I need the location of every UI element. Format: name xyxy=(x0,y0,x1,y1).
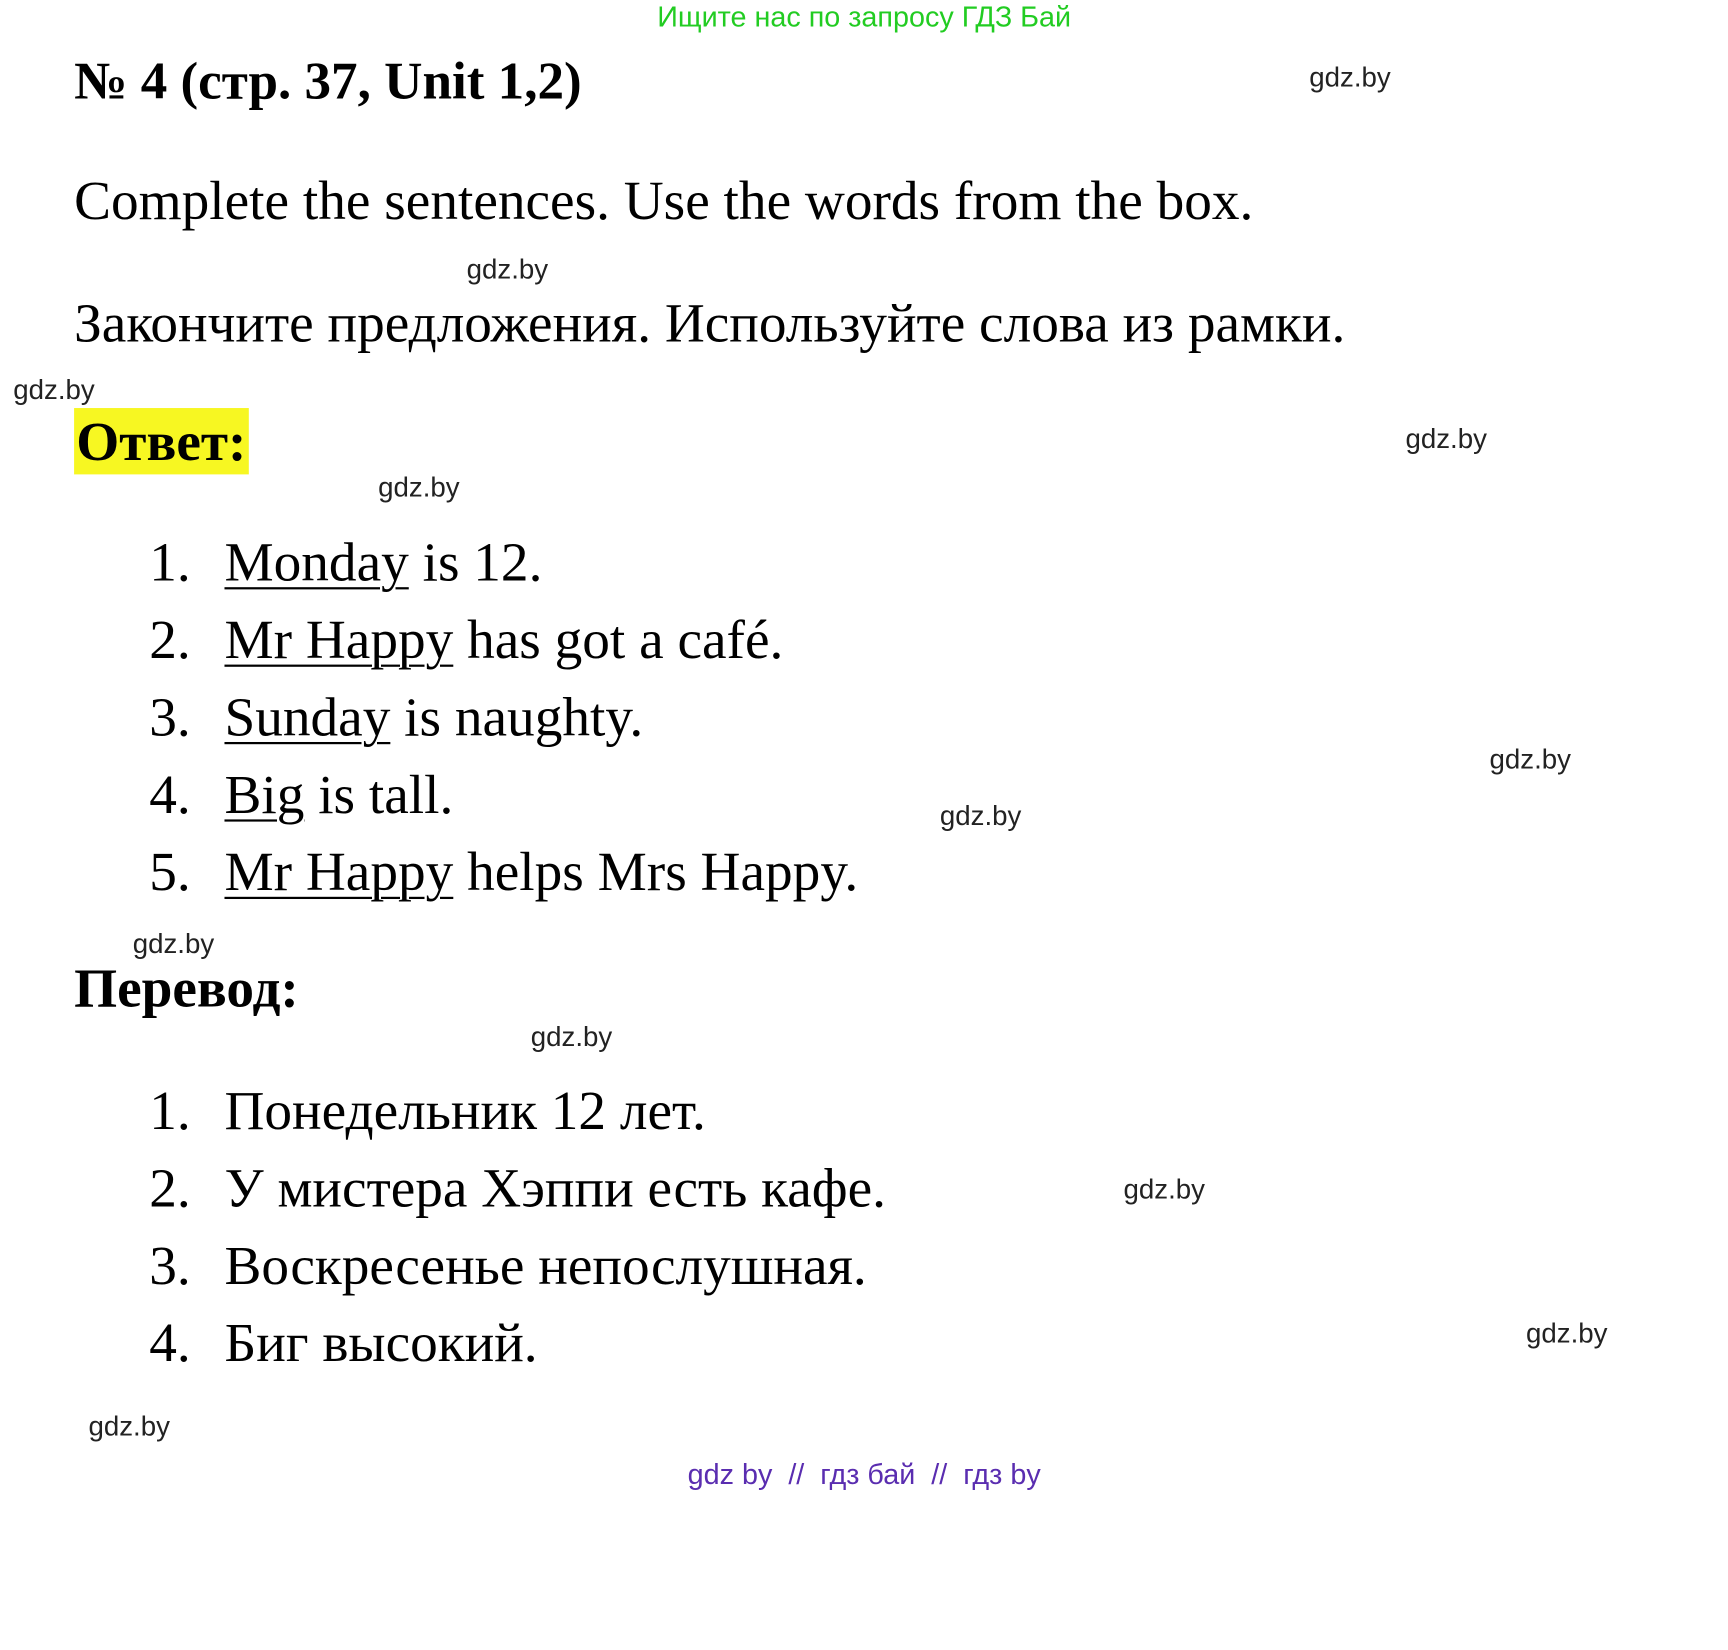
watermark: gdz.by xyxy=(13,374,95,406)
watermark: gdz.by xyxy=(1309,61,1391,93)
watermark: gdz.by xyxy=(1489,744,1571,776)
item-text xyxy=(224,607,783,671)
watermark: gdz.by xyxy=(1526,1318,1608,1350)
underlined-word: Mr Happy xyxy=(224,608,454,671)
item-text xyxy=(224,530,542,594)
translation-label: Перевод: xyxy=(74,956,299,1019)
watermark: gdz.by xyxy=(1123,1174,1205,1206)
sentence-rest: helps Mrs Happy. xyxy=(453,840,859,903)
item-text: Воскресенье непослушная. xyxy=(224,1234,867,1296)
answer-label: Ответ: xyxy=(74,408,249,474)
sentence-rest: is 12. xyxy=(408,530,543,593)
underlined-word: Big xyxy=(224,763,305,825)
watermark: gdz.by xyxy=(530,1021,613,1053)
task-heading: № 4 (стр. 37, Unit 1,2) xyxy=(74,51,582,111)
underlined-word: Sunday xyxy=(224,685,391,748)
footer-links: gdz by // гдз бай // гдз by xyxy=(687,1457,1041,1491)
item-text xyxy=(224,839,858,903)
underlined-word: Monday xyxy=(224,530,409,593)
watermark: gdz.by xyxy=(939,800,1022,832)
sentence-rest: is tall. xyxy=(304,763,454,825)
watermark: gdz.by xyxy=(132,928,215,960)
item-number: 1. xyxy=(149,1079,191,1142)
item-number: 4. xyxy=(149,1311,191,1374)
item-text: Биг высокий. xyxy=(224,1311,538,1374)
watermark: gdz.by xyxy=(88,1411,170,1442)
item-number: 3. xyxy=(149,1234,191,1296)
instruction-english: Complete the sentences. Use the words from the box. xyxy=(74,169,1254,232)
item-number: 2. xyxy=(149,608,191,671)
watermark: gdz.by xyxy=(378,472,460,504)
item-text xyxy=(224,762,453,826)
sentence-rest: has got a café. xyxy=(453,608,784,671)
item-number: 3. xyxy=(149,685,191,748)
item-text: Понедельник 12 лет. xyxy=(224,1079,706,1142)
watermark: gdz.by xyxy=(1405,423,1487,455)
underlined-word: Mr Happy xyxy=(224,840,454,903)
instruction-russian: Закончите предложения. Используйте слова из рамки. xyxy=(74,291,1346,354)
item-text xyxy=(224,684,643,748)
item-number: 2. xyxy=(149,1156,191,1219)
top-banner: Ищите нас по запросу ГДЗ Бай xyxy=(657,0,1072,34)
item-number: 1. xyxy=(149,530,191,593)
item-text: У мистера Хэппи есть кафе. xyxy=(224,1156,886,1219)
item-number: 4. xyxy=(149,763,191,825)
sentence-rest: is naughty. xyxy=(390,685,644,748)
watermark: gdz.by xyxy=(466,254,549,286)
item-number: 5. xyxy=(149,840,191,903)
